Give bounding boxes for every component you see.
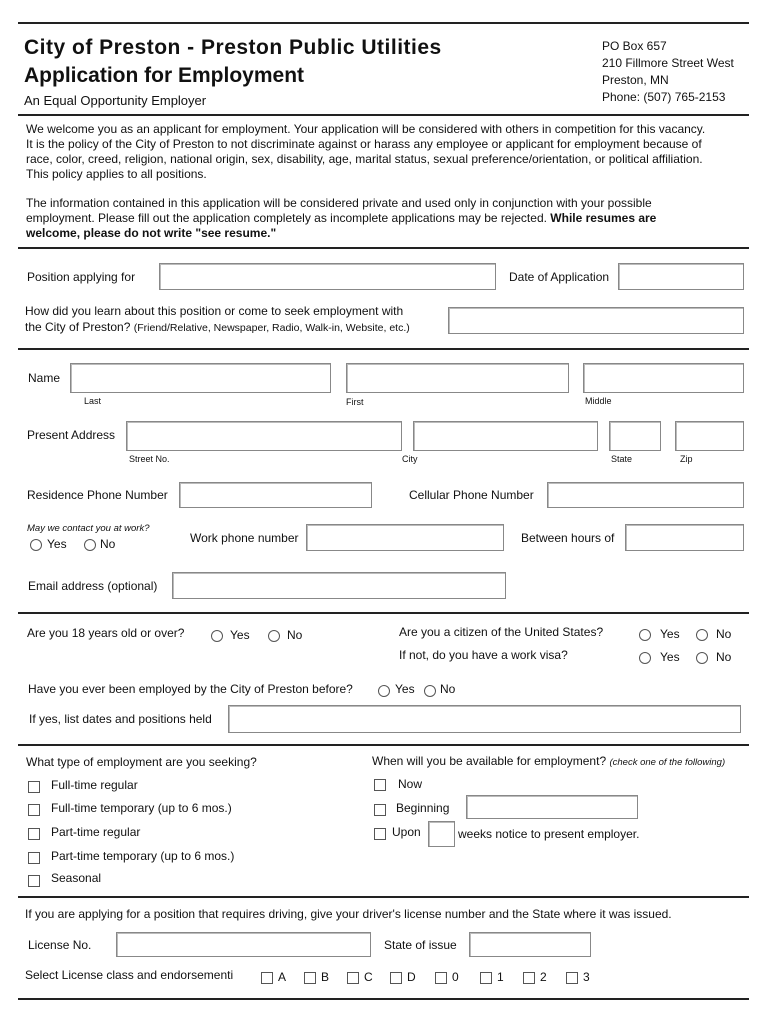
- date-label: Date of Application: [509, 270, 610, 284]
- class-label: B: [321, 970, 330, 984]
- availability-now-checkbox[interactable]: [374, 779, 386, 791]
- between-hours-input[interactable]: [625, 524, 744, 551]
- license-intro: If you are applying for a position that requires driving, give your driver's license number and the State where it was issued.: [25, 907, 672, 921]
- citizen-question: Are you a citizen of the United States?: [399, 625, 604, 639]
- citizen-no-label: No: [716, 627, 732, 641]
- email-label: Email address (optional): [28, 579, 158, 593]
- street-caption: Street No.: [129, 454, 170, 464]
- visa-no-label: No: [716, 650, 732, 664]
- availability-beginning-checkbox[interactable]: [374, 804, 386, 816]
- intro-text: race, color, creed, religion, national origin, sex, disability, age, marital status, sexual preference/orientation, or political affiliation.: [26, 152, 703, 166]
- last-caption: Last: [84, 396, 102, 406]
- type-checkbox[interactable]: [28, 781, 40, 793]
- address-line: PO Box 657: [602, 39, 667, 53]
- age-yes-radio[interactable]: [211, 630, 223, 642]
- type-label: Part-time regular: [51, 825, 141, 839]
- contact-work-no-label: No: [100, 537, 116, 551]
- weeks-notice-label: weeks notice to present employer.: [458, 827, 640, 841]
- class-label: D: [407, 970, 416, 984]
- dates-positions-input[interactable]: [228, 705, 741, 733]
- address-line: Preston, MN: [602, 73, 669, 87]
- city-caption: City: [402, 454, 418, 464]
- cell-phone-input[interactable]: [547, 482, 744, 508]
- availability-question: When will you be available for employment? (check one of the following): [372, 754, 726, 768]
- availability-upon-label: Upon: [392, 825, 421, 839]
- age-no-radio[interactable]: [268, 630, 280, 642]
- name-label: Name: [28, 371, 61, 385]
- visa-yes-radio[interactable]: [639, 652, 651, 664]
- visa-yes-label: Yes: [660, 650, 680, 664]
- availability-now-label: Now: [398, 777, 423, 791]
- middle-caption: Middle: [585, 396, 612, 406]
- intro-text: We welcome you as an applicant for employment. Your application will be considered with others in competition for this vacancy.: [26, 122, 706, 136]
- learn-label: the City of Preston? (Friend/Relative, Newspaper, Radio, Walk-in, Website, etc.): [25, 320, 410, 334]
- license-number-label: License No.: [28, 938, 92, 952]
- class-label: 0: [452, 970, 459, 984]
- employed-yes-label: Yes: [395, 682, 415, 696]
- learn-label: How did you learn about this position or come to seek employment with: [25, 304, 404, 318]
- employment-type-question: What type of employment are you seeking?: [26, 755, 257, 769]
- visa-no-radio[interactable]: [696, 652, 708, 664]
- class-label: 1: [497, 970, 504, 984]
- position-label: Position applying for: [27, 270, 136, 284]
- learn-input[interactable]: [448, 307, 744, 334]
- street-input[interactable]: [126, 421, 402, 451]
- email-input[interactable]: [172, 572, 506, 599]
- class-label: 2: [540, 970, 547, 984]
- license-number-input[interactable]: [116, 932, 371, 957]
- visa-question: If not, do you have a work visa?: [399, 648, 568, 662]
- contact-work-yes-radio[interactable]: [30, 539, 42, 551]
- between-hours-label: Between hours of: [521, 531, 615, 545]
- intro-text: employment. Please fill out the application completely as incomplete applications may be rejected. While resumes are: [26, 211, 657, 225]
- license-state-label: State of issue: [384, 938, 457, 952]
- position-input[interactable]: [159, 263, 496, 290]
- class-label: A: [278, 970, 287, 984]
- class-checkbox-a[interactable]: [261, 972, 273, 984]
- form-title: Application for Employment: [24, 64, 305, 87]
- city-input[interactable]: [413, 421, 598, 451]
- cell-phone-label: Cellular Phone Number: [409, 488, 534, 502]
- citizen-yes-label: Yes: [660, 627, 680, 641]
- employed-no-radio[interactable]: [424, 685, 436, 697]
- age-question: Are you 18 years old or over?: [27, 626, 185, 640]
- type-label: Full-time temporary (up to 6 mos.): [51, 801, 232, 815]
- state-caption: State: [611, 454, 633, 464]
- header-title: City of Preston - Preston Public Utilities: [24, 36, 442, 59]
- age-no-label: No: [287, 628, 303, 642]
- class-checkbox-2[interactable]: [523, 972, 535, 984]
- contact-work-no-radio[interactable]: [84, 539, 96, 551]
- date-input[interactable]: [618, 263, 744, 290]
- state-input[interactable]: [609, 421, 661, 451]
- first-name-input[interactable]: [346, 363, 569, 393]
- intro-text-bold: welcome, please do not write "see resume.": [26, 226, 277, 240]
- intro-text: This policy applies to all positions.: [26, 167, 207, 181]
- zip-input[interactable]: [675, 421, 744, 451]
- employed-no-label: No: [440, 682, 456, 696]
- class-label: 3: [583, 970, 590, 984]
- address-label: Present Address: [27, 428, 116, 442]
- first-caption: First: [346, 397, 364, 407]
- address-line: Phone: (507) 765-2153: [602, 90, 726, 104]
- citizen-no-radio[interactable]: [696, 629, 708, 641]
- type-label: Part-time temporary (up to 6 mos.): [51, 849, 235, 863]
- class-checkbox-c[interactable]: [347, 972, 359, 984]
- address-line: 210 Fillmore Street West: [602, 56, 734, 70]
- availability-beginning-label: Beginning: [396, 801, 450, 815]
- if-yes-label: If yes, list dates and positions held: [29, 712, 212, 726]
- weeks-notice-input[interactable]: [428, 821, 455, 847]
- class-label: C: [364, 970, 373, 984]
- age-yes-label: Yes: [230, 628, 250, 642]
- header-subtitle: An Equal Opportunity Employer: [24, 93, 207, 108]
- middle-name-input[interactable]: [583, 363, 744, 393]
- intro-text: The information contained in this application will be considered private and used only in conjunction with your possible: [26, 196, 652, 210]
- citizen-yes-radio[interactable]: [639, 629, 651, 641]
- work-phone-input[interactable]: [306, 524, 504, 551]
- class-checkbox-3[interactable]: [566, 972, 578, 984]
- employed-question: Have you ever been employed by the City of Preston before?: [28, 682, 353, 696]
- license-class-label: Select License class and endorsementi: [25, 968, 234, 982]
- type-checkbox[interactable]: [28, 875, 40, 887]
- type-checkbox[interactable]: [28, 804, 40, 816]
- employed-yes-radio[interactable]: [378, 685, 390, 697]
- class-checkbox-1[interactable]: [480, 972, 492, 984]
- last-name-input[interactable]: [70, 363, 331, 393]
- residence-phone-input[interactable]: [179, 482, 372, 508]
- residence-phone-label: Residence Phone Number: [27, 488, 168, 502]
- availability-upon-checkbox[interactable]: [374, 828, 386, 840]
- class-checkbox-d[interactable]: [390, 972, 402, 984]
- work-phone-label: Work phone number: [190, 531, 299, 545]
- zip-caption: Zip: [680, 454, 693, 464]
- class-checkbox-b[interactable]: [304, 972, 316, 984]
- contact-work-yes-label: Yes: [47, 537, 67, 551]
- type-label: Full-time regular: [51, 778, 138, 792]
- type-checkbox[interactable]: [28, 852, 40, 864]
- contact-work-label: May we contact you at work?: [27, 523, 150, 534]
- type-checkbox[interactable]: [28, 828, 40, 840]
- class-checkbox-0[interactable]: [435, 972, 447, 984]
- license-state-input[interactable]: [469, 932, 591, 957]
- type-label: Seasonal: [51, 871, 102, 885]
- beginning-date-input[interactable]: [466, 795, 638, 819]
- intro-text: It is the policy of the City of Preston to not discriminate against or harass any employee or applicant for employment because of: [26, 137, 702, 151]
